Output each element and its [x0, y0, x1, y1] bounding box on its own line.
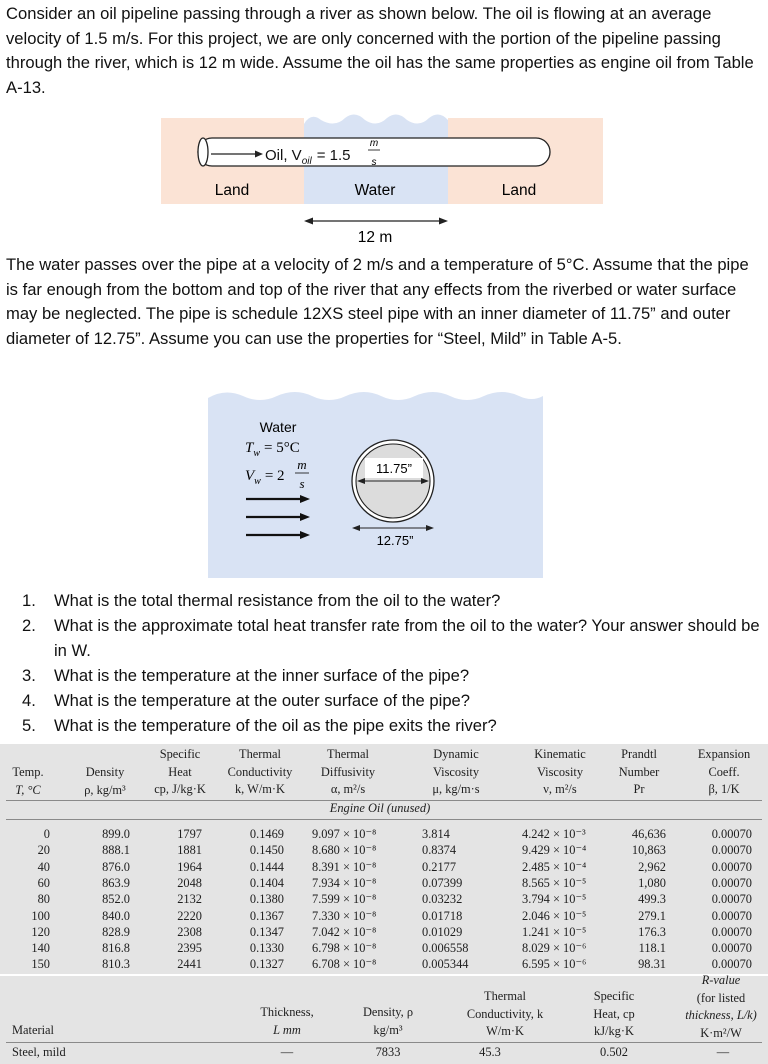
prandtl-cell: 46,636 [631, 827, 666, 841]
density-cell: 863.9 [102, 875, 130, 890]
temp-cell: 60 [37, 875, 50, 890]
steel-thickness-cell: — [280, 1045, 294, 1059]
dynamic-viscosity-cell: 0.01029 [422, 924, 463, 939]
density-cell: 840.0 [102, 908, 130, 923]
header-thickness: Thickness, L mm [260, 1005, 314, 1037]
kinematic-viscosity-cell: 6.595 × 10⁻⁶ [522, 957, 587, 972]
expansion-cell: 0.00070 [711, 957, 752, 972]
temp-cell: 0 [43, 827, 50, 841]
expansion-cell: 0.00070 [711, 827, 752, 841]
header-temp: Temp. T, °C [12, 765, 44, 797]
dynamic-viscosity-cell: 0.006558 [422, 941, 469, 956]
conductivity-cell: 0.1347 [249, 924, 284, 939]
dynamic-viscosity-cell: 0.005344 [422, 957, 469, 972]
width-arrow-left [304, 218, 313, 225]
subtitle-rule [6, 819, 762, 820]
dynamic-viscosity-cell: 0.07399 [422, 875, 463, 890]
conductivity-cell: 0.1330 [249, 941, 284, 956]
pipe-cross-section-figure [205, 388, 545, 580]
header-specific-heat: Specific Heat cp, J/kg·K [154, 747, 206, 796]
diffusivity-cell: 6.708 × 10⁻⁸ [312, 957, 377, 972]
kinematic-viscosity-cell: 9.429 × 10⁻⁴ [522, 843, 587, 858]
prandtl-cell: 1,080 [638, 875, 666, 890]
prandtl-cell: 118.1 [638, 941, 666, 956]
land-right-label: Land [501, 182, 537, 199]
table-subtitle: Engine Oil (unused) [329, 801, 431, 815]
diffusivity-cell: 9.097 × 10⁻⁸ [312, 827, 377, 841]
question-item: 5. What is the temperature of the oil as the pipe exits the river? [22, 716, 497, 735]
steel-density-cell: 7833 [375, 1045, 401, 1059]
kinematic-viscosity-cell: 2.046 × 10⁻⁵ [522, 908, 587, 923]
temp-cell: 140 [31, 941, 50, 956]
temp-cell: 150 [31, 957, 50, 972]
water-velocity-unit-den: s [299, 476, 305, 491]
dynamic-viscosity-cell: 0.2177 [422, 859, 457, 874]
steel-properties-table [0, 973, 768, 1064]
specific-heat-cell: 1881 [177, 843, 202, 858]
engine-oil-properties-table [0, 744, 768, 974]
dynamic-viscosity-cell: 0.03232 [422, 892, 463, 907]
header-dynamic-viscosity: Dynamic Viscosity μ, kg/m·s [432, 747, 480, 796]
dynamic-viscosity-cell: 0.8374 [422, 843, 457, 858]
expansion-cell: 0.00070 [711, 875, 752, 890]
specific-heat-cell: 2220 [177, 908, 202, 923]
specific-heat-cell: 2441 [177, 957, 202, 972]
header-kinematic-viscosity: Kinematic Viscosity ν, m²/s [534, 747, 586, 796]
water-label: Water [354, 182, 396, 199]
density-cell: 828.9 [102, 924, 130, 939]
conductivity-cell: 0.1450 [249, 843, 284, 858]
density-cell: 810.3 [102, 957, 130, 972]
temp-cell: 40 [37, 859, 50, 874]
diffusivity-cell: 7.042 × 10⁻⁸ [312, 924, 377, 939]
width-label: 12 m [357, 229, 393, 246]
question-list [22, 588, 762, 738]
density-cell: 876.0 [102, 859, 130, 874]
oil-velocity-unit-num: m [369, 138, 379, 149]
kinematic-viscosity-cell: 3.794 × 10⁻⁵ [522, 892, 587, 907]
header-density: Density ρ, kg/m³ [84, 765, 126, 797]
specific-heat-cell: 1964 [177, 859, 202, 874]
inner-diameter-label: 11.75” [376, 461, 412, 476]
header-material-density: Density, ρ kg/m³ [362, 1005, 414, 1037]
prandtl-cell: 279.1 [638, 908, 666, 923]
dynamic-viscosity-cell: 3.814 [422, 827, 450, 841]
prandtl-cell: 98.31 [638, 957, 666, 972]
conductivity-cell: 0.1367 [249, 908, 284, 923]
header-prandtl-number: Prandtl Number Pr [618, 747, 660, 796]
specific-heat-cell: 1797 [177, 827, 202, 841]
specific-heat-cell: 2048 [177, 875, 202, 890]
temp-cell: 100 [31, 908, 50, 923]
kinematic-viscosity-cell: 1.241 × 10⁻⁵ [522, 924, 587, 939]
specific-heat-cell: 2395 [177, 941, 202, 956]
header-r-value: R-value (for listed thickness, L/k) K·m²/W [685, 973, 757, 1040]
expansion-cell: 0.00070 [711, 859, 752, 874]
prandtl-cell: 176.3 [638, 924, 666, 939]
water-title: Water [259, 419, 297, 435]
question-item: 3. What is the temperature at the inner surface of the pipe? [22, 666, 470, 685]
density-cell: 852.0 [102, 892, 130, 907]
prandtl-cell: 10,863 [631, 843, 666, 858]
header-material-conductivity: Thermal Conductivity, k W/m·K [466, 989, 544, 1038]
question-item: 4. What is the temperature at the outer surface of the pipe? [22, 691, 471, 710]
temp-cell: 80 [37, 892, 50, 907]
temp-cell: 20 [37, 843, 50, 858]
pipeline-river-figure [155, 110, 615, 250]
water-velocity-unit-num: m [297, 457, 307, 472]
oil-velocity-unit-den: s [371, 157, 377, 168]
conductivity-cell: 0.1404 [249, 875, 284, 890]
water-temperature-label: $T_w = 5^\circ C$ [245, 440, 300, 459]
steel-conductivity-cell: 45.3 [479, 1045, 501, 1059]
steel-specific-heat-cell: 0.502 [600, 1045, 628, 1059]
conductivity-cell: 0.1444 [249, 859, 284, 874]
kinematic-viscosity-cell: 8.565 × 10⁻⁵ [522, 875, 587, 890]
expansion-cell: 0.00070 [711, 941, 752, 956]
intro-paragraph: Consider an oil pipeline passing through a river as shown below. The oil is flowing at an average velocity of 1.5 m/s. For this project, we are only concerned with the portion of the pipeline passing through the river, which is 12 m wide. Assume the oil has the same properties as engine oil from Table A-13. [6, 4, 754, 97]
expansion-cell: 0.00070 [711, 843, 752, 858]
diffusivity-cell: 8.391 × 10⁻⁸ [312, 859, 377, 874]
diffusivity-cell: 7.330 × 10⁻⁸ [312, 908, 377, 923]
dynamic-viscosity-cell: 0.01718 [422, 908, 463, 923]
water-velocity-label: $V_w = 2$ [245, 468, 285, 487]
kinematic-viscosity-cell: 4.242 × 10⁻³ [522, 827, 586, 841]
water-paragraph: The water passes over the pipe at a velocity of 2 m/s and a temperature of 5°C. Assume that the pipe is far enough from the bottom and top of the river that any effects from the riverbed or water surface may be neglected. The pipe is schedule 12XS steel pipe with an inner diameter of 11.75” and outer diameter of 12.75”. Assume you can use the properties for “Steel, Mild” in Table A-5. [6, 255, 749, 348]
oil-velocity-label: Oil, $V_{oil} = 1.5$ [265, 147, 351, 167]
expansion-cell: 0.00070 [711, 908, 752, 923]
diffusivity-cell: 7.599 × 10⁻⁸ [312, 892, 377, 907]
header-material-specific-heat: Specific Heat, cp kJ/kg·K [593, 989, 635, 1038]
question-item: 2. What is the approximate total heat transfer rate from the oil to the water? Your answer should be in W. [22, 616, 760, 660]
outer-diameter-label: 12.75” [376, 533, 414, 548]
conductivity-cell: 0.1327 [249, 957, 284, 972]
width-arrow-right [439, 218, 448, 225]
header-material: Material [12, 1023, 54, 1037]
question-item: 1. What is the total thermal resistance from the oil to the water? [22, 591, 501, 610]
temp-cell: 120 [31, 924, 50, 939]
specific-heat-cell: 2132 [177, 892, 202, 907]
header-thermal-diffusivity: Thermal Diffusivity α, m²/s [320, 747, 376, 796]
diffusivity-cell: 7.934 × 10⁻⁸ [312, 875, 377, 890]
steel-material-cell: Steel, mild [12, 1045, 66, 1059]
header-expansion-coeff: Expansion Coeff. β, 1/K [697, 747, 751, 796]
conductivity-cell: 0.1380 [249, 892, 284, 907]
diffusivity-cell: 6.798 × 10⁻⁸ [312, 941, 377, 956]
steel-r-value-cell: — [716, 1045, 730, 1059]
kinematic-viscosity-cell: 8.029 × 10⁻⁶ [522, 941, 587, 956]
diffusivity-cell: 8.680 × 10⁻⁸ [312, 843, 377, 858]
prandtl-cell: 499.3 [638, 892, 666, 907]
kinematic-viscosity-cell: 2.485 × 10⁻⁴ [522, 859, 587, 874]
density-cell: 899.0 [102, 827, 130, 841]
density-cell: 816.8 [102, 941, 130, 956]
expansion-cell: 0.00070 [711, 892, 752, 907]
specific-heat-cell: 2308 [177, 924, 202, 939]
pipe-end [198, 138, 208, 166]
header-thermal-conductivity: Thermal Conductivity k, W/m·K [227, 747, 293, 796]
steel-header-rule [6, 1042, 762, 1043]
density-cell: 888.1 [102, 843, 130, 858]
conductivity-cell: 0.1469 [249, 827, 284, 841]
prandtl-cell: 2,962 [638, 859, 666, 874]
expansion-cell: 0.00070 [711, 924, 752, 939]
land-left-label: Land [214, 182, 250, 199]
